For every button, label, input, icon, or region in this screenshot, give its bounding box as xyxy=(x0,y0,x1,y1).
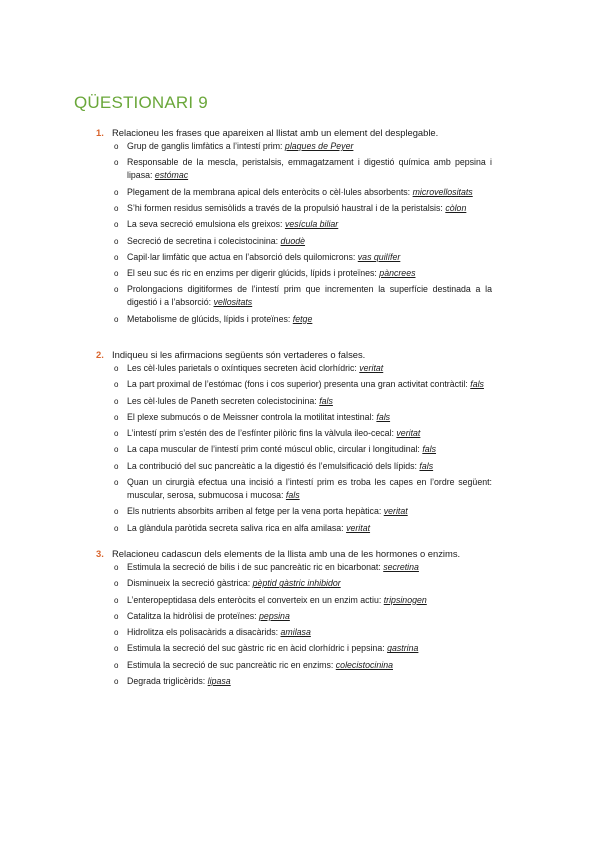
question-header xyxy=(96,126,492,139)
item-text: Secreció de secretina i colecistocinina: xyxy=(127,235,281,246)
list-item xyxy=(114,186,492,199)
list-item xyxy=(114,411,492,424)
item-text: El plexe submucós o de Meissner controla la motilitat intestinal: xyxy=(127,411,377,422)
answer-dropdown[interactable]: gastrina xyxy=(387,643,419,654)
list-item xyxy=(114,362,492,375)
item-text: Quan un cirurgià efectua una incisió a l’intestí prim es troba les capes en l’ordre següent: muscular, serosa, submucosa i mucosa: xyxy=(127,476,492,501)
question-number: 2. xyxy=(96,349,104,360)
answer-dropdown[interactable]: pepsina xyxy=(259,610,290,621)
answer-list xyxy=(96,561,492,688)
question-number: 1. xyxy=(96,127,104,138)
answer-dropdown[interactable]: fals xyxy=(285,490,300,501)
item-text: Estimula la secreció de bilis i de suc pancreàtic ric en bicarbonat: xyxy=(127,562,384,572)
item-text: La contribució del suc pancreàtic a la digestió és l’emulsificació dels lípids: xyxy=(127,460,420,471)
question-3 xyxy=(96,547,492,691)
list-item xyxy=(114,505,492,518)
item-text: Disminueix la secreció gàstrica: xyxy=(127,578,253,589)
list-item xyxy=(114,626,492,639)
list-item xyxy=(114,283,492,309)
list-item xyxy=(114,251,492,264)
item-text: Estimula la secreció de suc pancreàtic ric en enzims: xyxy=(127,659,336,670)
item-text: Hidrolitza els polisacàrids a disacàrids: xyxy=(127,627,281,638)
answer-dropdown[interactable]: lipasa xyxy=(207,675,231,686)
answer-dropdown[interactable]: veritat xyxy=(396,428,421,439)
answer-dropdown[interactable]: còlon xyxy=(445,202,467,213)
question-prompt: Relacioneu cadascun dels elements de la llista amb una de les hormones o enzims. xyxy=(112,548,461,559)
item-text: Plegament de la membrana apical dels enteròcits o cèl·lules absorbents: xyxy=(127,186,413,197)
question-number: 3. xyxy=(96,548,104,559)
list-item xyxy=(114,561,492,574)
item-text: La part proximal de l’estómac (fons i cos superior) presenta una gran activitat contràctil: xyxy=(127,379,471,390)
answer-dropdown[interactable]: amilasa xyxy=(280,627,311,638)
list-item xyxy=(114,202,492,215)
item-text: Les cèl·lules de Paneth secreten colecistocinina: xyxy=(127,395,320,406)
answer-dropdown[interactable]: veritat xyxy=(359,363,384,373)
list-item xyxy=(114,235,492,248)
list-item xyxy=(114,140,492,153)
item-text: Degrada triglicèrids: xyxy=(127,675,208,686)
answer-dropdown[interactable]: colecistocinina xyxy=(335,659,393,670)
answer-dropdown[interactable]: tripsinogen xyxy=(383,594,427,605)
list-item xyxy=(114,218,492,231)
answer-dropdown[interactable]: veritat xyxy=(383,506,408,517)
list-item xyxy=(114,395,492,408)
question-prompt: Relacioneu les frases que apareixen al llistat amb un element del desplegable. xyxy=(112,127,439,138)
answer-dropdown[interactable]: veritat xyxy=(346,522,371,533)
item-text: La glàndula paròtida secreta saliva rica en alfa amilasa: xyxy=(127,522,347,533)
item-text: Estimula la secreció del suc gàstric ric en àcid clorhídric i pepsina: xyxy=(127,643,388,654)
question-2 xyxy=(96,348,492,538)
list-item xyxy=(114,577,492,590)
answer-dropdown[interactable]: fetge xyxy=(292,313,313,324)
item-text: Capil·lar limfàtic que actua en l’absorció dels quilomicrons: xyxy=(127,251,358,262)
answer-list xyxy=(96,140,492,326)
answer-dropdown[interactable]: fals xyxy=(422,444,437,455)
answer-list xyxy=(96,362,492,535)
answer-dropdown[interactable]: fals xyxy=(470,379,484,390)
list-item xyxy=(114,476,492,502)
list-item xyxy=(114,156,492,182)
item-text: La seva secreció emulsiona els greixos: xyxy=(127,219,285,230)
question-header xyxy=(96,547,492,560)
list-item xyxy=(114,427,492,440)
answer-dropdown[interactable]: fals xyxy=(419,460,434,471)
question-header xyxy=(96,348,492,361)
list-item xyxy=(114,675,492,688)
list-item xyxy=(114,522,492,535)
item-text: Prolongacions digitiformes de l’intestí prim que incrementen la superfície destinada a la digestió i a l’absorció: xyxy=(127,284,492,308)
item-text: La capa muscular de l’intestí prim conté múscul oblic, circular i longitudinal: xyxy=(127,444,423,455)
item-text: Responsable de la mescla, peristalsis, emmagatzament i digestió química amb pepsina i lipasa: xyxy=(127,157,492,181)
question-prompt: Indiqueu si les afirmacions següents són vertaderes o falses. xyxy=(112,349,366,360)
item-text: Catalitza la hidròlisi de proteïnes: xyxy=(127,610,260,621)
answer-dropdown[interactable]: secretina xyxy=(383,562,419,572)
answer-dropdown[interactable]: fals xyxy=(319,395,333,406)
item-text: Grup de ganglis limfàtics a l’intestí prim: xyxy=(127,141,285,151)
list-item xyxy=(114,378,492,391)
list-item xyxy=(114,594,492,607)
answer-dropdown[interactable]: estómac xyxy=(154,170,189,181)
answer-dropdown[interactable]: microvellositats xyxy=(412,186,473,197)
item-text: Metabolisme de glúcids, lípids i proteïnes: xyxy=(127,313,293,324)
answer-dropdown[interactable]: vellositats xyxy=(213,297,253,308)
item-text: El seu suc és ric en enzims per digerir glúcids, lípids i proteïnes: xyxy=(127,268,380,279)
answer-dropdown[interactable]: vas quilífer xyxy=(357,251,401,262)
list-item xyxy=(114,267,492,280)
item-text: Les cèl·lules parietals o oxíntiques secreten àcid clorhídric: xyxy=(127,363,360,373)
item-text: Els nutrients absorbits arriben al fetge per la vena porta hepàtica: xyxy=(127,506,384,517)
item-text: L’intestí prim s’estén des de l’esfínter pilòric fins la vàlvula ileo-cecal: xyxy=(127,428,397,439)
answer-dropdown[interactable]: plaques de Peyer xyxy=(284,141,354,151)
answer-dropdown[interactable]: fals xyxy=(376,411,391,422)
answer-dropdown[interactable]: duodè xyxy=(280,235,306,246)
page-title: QÜESTIONARI 9 xyxy=(74,93,208,112)
answer-dropdown[interactable]: pàncrees xyxy=(379,268,416,279)
question-1 xyxy=(96,126,492,329)
list-item xyxy=(114,610,492,623)
list-item xyxy=(114,659,492,672)
list-item xyxy=(114,313,492,326)
answer-dropdown[interactable]: vesícula biliar xyxy=(284,219,339,230)
item-text: S’hi formen residus semisòlids a través de la propulsió haustral i de la peristalsis: xyxy=(127,202,446,213)
item-text: L’enteropeptidasa dels enteròcits el converteix en un enzim actiu: xyxy=(127,594,384,605)
answer-dropdown[interactable]: pèptid gàstric inhibidor xyxy=(252,578,341,589)
list-item xyxy=(114,460,492,473)
list-item xyxy=(114,443,492,456)
list-item xyxy=(114,642,492,655)
